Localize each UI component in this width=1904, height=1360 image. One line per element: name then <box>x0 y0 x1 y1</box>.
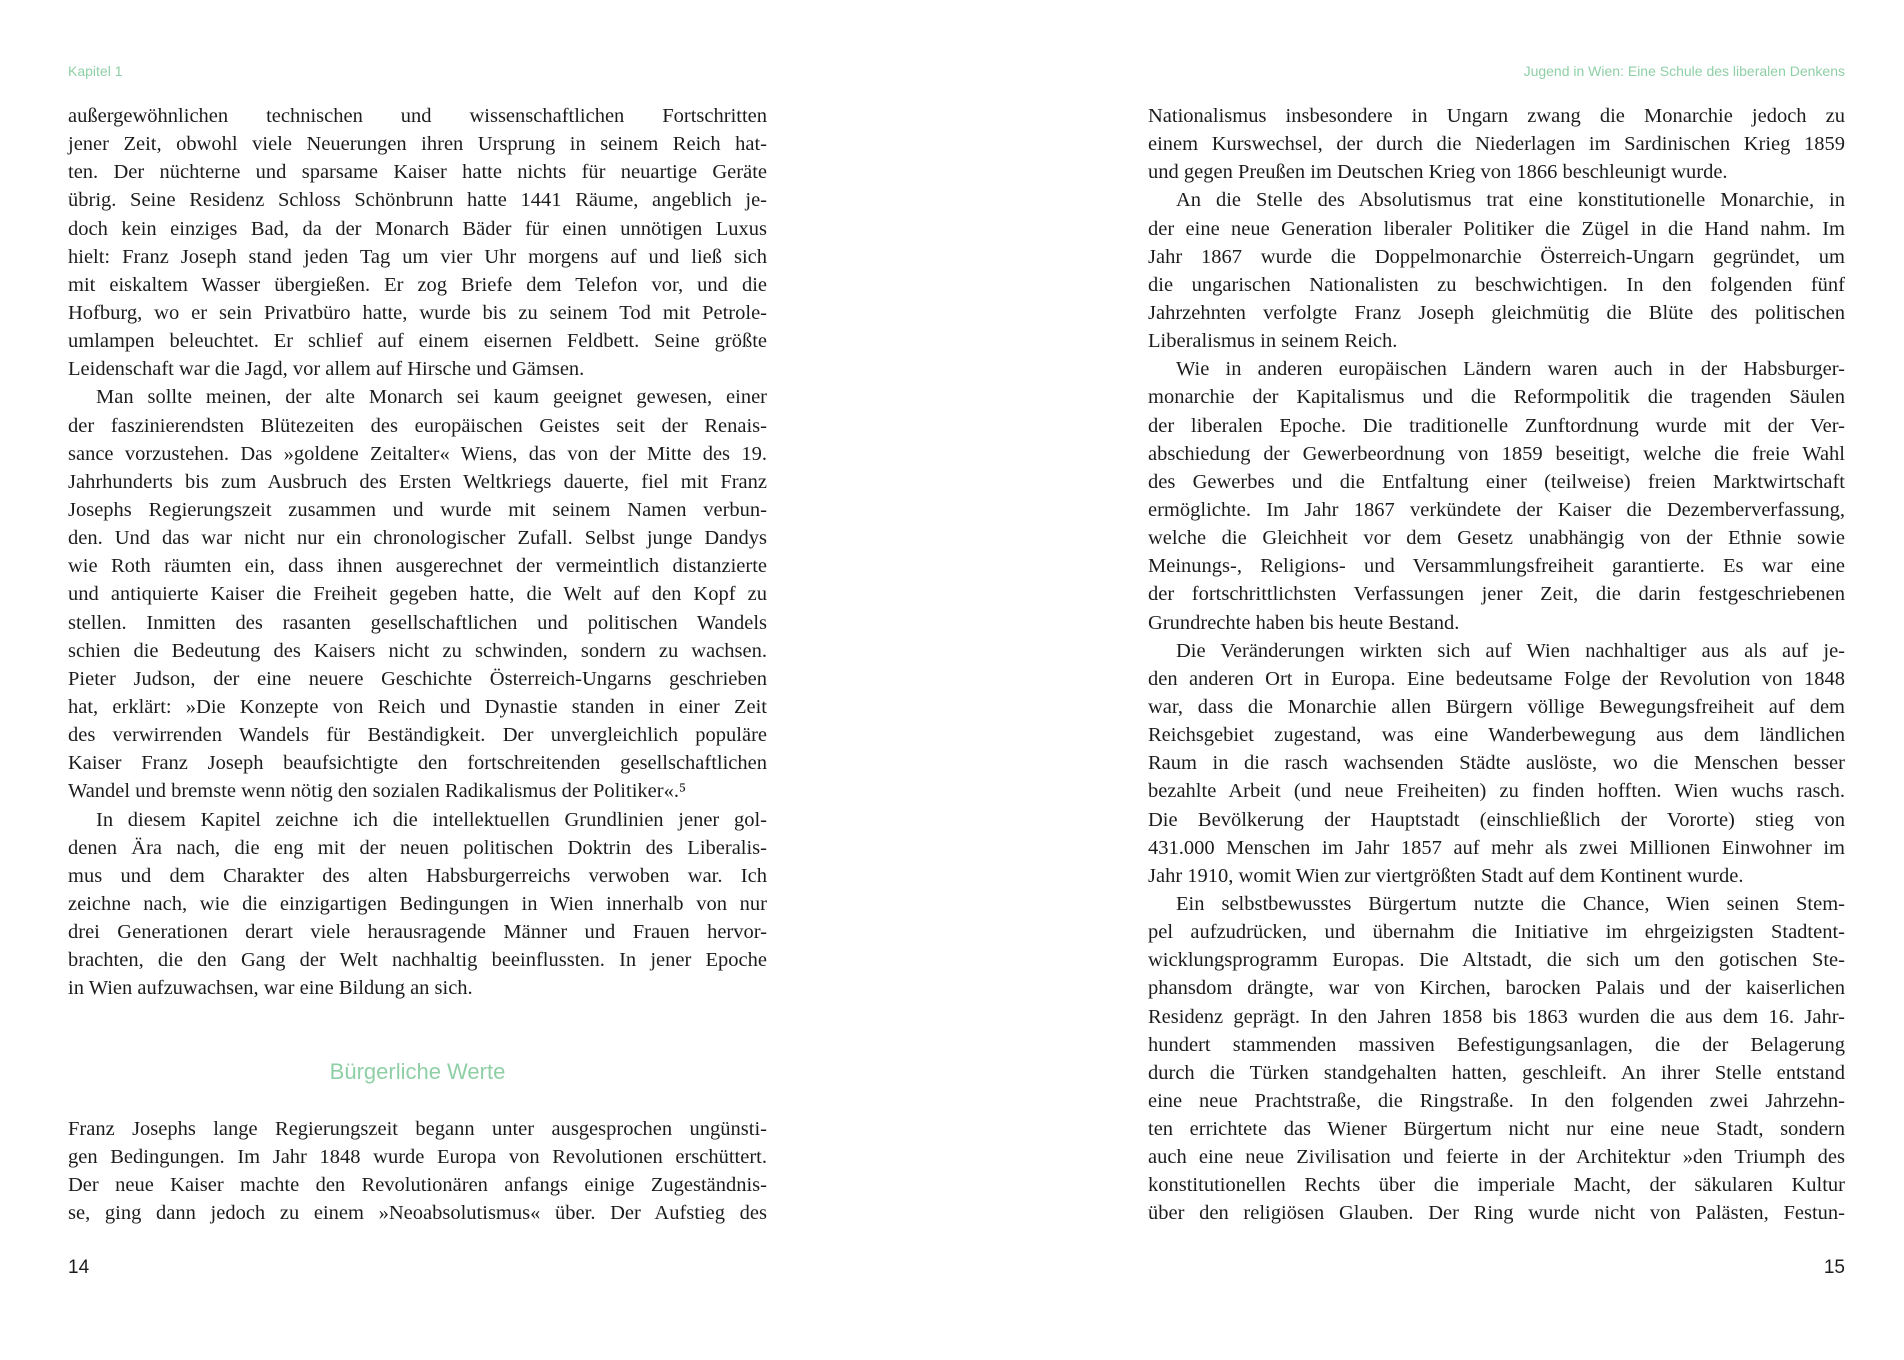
text-line: hundert stammenden massiven Befestigungsanlagen, die der Belagerung <box>1148 1033 1845 1056</box>
page-number-left: 14 <box>68 1257 90 1278</box>
left-body-before-heading <box>68 102 767 1003</box>
text-line: Jahr 1910, womit Wien zur viertgrößten Stadt auf dem Kontinent wurde. <box>1148 864 1744 887</box>
text-line: monarchie der Kapitalismus und die Reformpolitik die tragenden Säulen <box>1148 386 1845 409</box>
paragraph <box>1148 102 1845 186</box>
text-line: auch eine neue Zivilisation und feierte in der Architektur »den Triumph des <box>1148 1146 1845 1169</box>
paragraph <box>68 383 767 805</box>
text-line: und gegen Preußen im Deutschen Krieg von 1866 beschleunigt wurde. <box>1148 161 1728 184</box>
text-line: Residenz geprägt. In den Jahren 1858 bis 1863 wurden die aus dem 16. Jahr- <box>1148 1005 1845 1028</box>
text-line: in Wien aufzuwachsen, war eine Bildung an sich. <box>68 977 473 1000</box>
text-line: Jahrhunderts bis zum Ausbruch des Ersten Weltkriegs dauerte, fiel mit Franz <box>68 470 767 493</box>
text-line: Man sollte meinen, der alte Monarch sei kaum geeignet gewesen, einer <box>96 386 767 409</box>
text-line: Hofburg, wo er sein Privatbüro hatte, wurde bis zu seinem Tod mit Petrole- <box>68 301 767 324</box>
text-line: mus und dem Charakter des alten Habsburgerreichs verwoben war. Ich <box>68 864 767 887</box>
paragraph <box>1148 355 1845 636</box>
text-line: stellen. Inmitten des rasanten gesellschaftlichen und politischen Wandels <box>68 611 767 634</box>
text-line: Josephs Regierungszeit zusammen und wurde mit seinem Namen verbun- <box>68 498 767 521</box>
text-line: einem Kurswechsel, der durch die Niederlagen im Sardinischen Krieg 1859 <box>1148 133 1845 156</box>
paragraph <box>68 1115 767 1228</box>
text-line: Leidenschaft war die Jagd, vor allem auf Hirsche und Gämsen. <box>68 358 585 381</box>
text-line: welche die Gleichheit vor dem Gesetz unabhängig von der Ethnie sowie <box>1148 527 1845 550</box>
text-line: zeichne nach, wie die einzigartigen Bedingungen in Wien innerhalb von nur <box>68 892 767 915</box>
left-page-body <box>68 102 767 1227</box>
text-line: war, dass die Monarchie allen Bürgern völlige Bewegungsfreiheit auf dem <box>1148 695 1845 718</box>
text-line: konstitutionellen Rechts über die imperiale Macht, der säkularen Kultur <box>1148 1174 1845 1197</box>
text-line: der fortschrittlichsten Verfassungen jener Zeit, die darin festgeschriebenen <box>1148 583 1845 606</box>
text-line: 431.000 Menschen im Jahr 1857 auf mehr als zwei Millionen Einwohner im <box>1148 836 1845 859</box>
text-line: se, ging dann jedoch zu einem »Neoabsolutismus« über. Der Aufstieg des <box>68 1201 767 1224</box>
text-line: Die Veränderungen wirkten sich auf Wien nachhaltiger aus als auf je- <box>1176 639 1845 662</box>
text-line: durch die Türken standgehalten hatten, geschleift. An ihrer Stelle entstand <box>1148 1061 1845 1084</box>
text-line: ten errichtete das Wiener Bürgertum nicht nur eine neue Stadt, sondern <box>1148 1118 1845 1141</box>
section-heading: Bürgerliche Werte <box>329 1058 506 1084</box>
text-line: den. Und das war nicht nur ein chronologischer Zufall. Selbst junge Dandys <box>68 527 767 550</box>
paragraph <box>1148 637 1845 890</box>
paragraph <box>1148 186 1845 355</box>
text-line: doch kein einziges Bad, da der Monarch Bäder für einen unnötigen Luxus <box>68 217 767 240</box>
text-line: mit eiskaltem Wasser übergießen. Er zog Briefe dem Telefon vor, und die <box>68 273 767 296</box>
text-line: wicklungsprogramm Europas. Die Altstadt, die sich um den gotischen Ste- <box>1148 949 1845 972</box>
running-head-chapter: Kapitel 1 <box>68 63 123 79</box>
text-line: Nationalismus insbesondere in Ungarn zwang die Monarchie jedoch zu <box>1148 105 1845 127</box>
text-line: Raum in die rasch wachsenden Städte auslöste, wo die Menschen besser <box>1148 752 1845 775</box>
text-line: hat, erklärt: »Die Konzepte von Reich und Dynastie standen in einer Zeit <box>68 695 767 718</box>
text-line: An die Stelle des Absolutismus trat eine konstitutionelle Monarchie, in <box>1176 189 1845 212</box>
text-line: brachten, die den Gang der Welt nachhaltig beeinflussten. In jener Epoche <box>68 949 767 972</box>
text-line: Die Bevölkerung der Hauptstadt (einschließlich der Vororte) stieg von <box>1148 808 1845 831</box>
text-line: die ungarischen Nationalisten zu beschwichtigen. In den folgenden fünf <box>1148 273 1845 296</box>
text-line: Pieter Judson, der eine neuere Geschichte Österreich-Ungarns geschrieben <box>68 667 767 690</box>
text-line: bezahlte Arbeit (und neue Freiheiten) zu finden hofften. Wien wuchs rasch. <box>1148 780 1845 803</box>
page-number-right: 15 <box>1823 1257 1845 1278</box>
text-line: ten. Der nüchterne und sparsame Kaiser hatte nichts für neuartige Geräte <box>68 161 767 184</box>
text-line: Franz Josephs lange Regierungszeit begann unter ausgesprochen ungünsti- <box>68 1117 767 1140</box>
text-line: ermöglichte. Im Jahr 1867 verkündete der Kaiser die Dezemberverfassung, <box>1148 498 1845 521</box>
text-line: Wie in anderen europäischen Ländern waren auch in der Habsburger- <box>1176 358 1845 381</box>
left-body-after-heading <box>68 1115 767 1228</box>
text-line: wie Roth räumten ein, dass ihnen ausgerechnet der vermeintlich distanzierte <box>68 555 767 578</box>
running-head-title: Jugend in Wien: Eine Schule des liberalen Denkens <box>1523 63 1845 79</box>
text-line: Jahr 1867 wurde die Doppelmonarchie Österreich-Ungarn gegründet, um <box>1148 245 1845 268</box>
text-line: der eine neue Generation liberaler Politiker die Zügel in die Hand nahm. Im <box>1148 217 1845 240</box>
text-line: sance vorzustehen. Das »goldene Zeitalter« Wiens, das von der Mitte des 19. <box>68 442 767 465</box>
text-line: Reichsgebiet zugestand, was eine Wanderbewegung aus dem ländlichen <box>1148 724 1845 747</box>
text-line: hielt: Franz Joseph stand jeden Tag um vier Uhr morgens auf und ließ sich <box>68 245 767 268</box>
text-line: phansdom drängte, war von Kirchen, barocken Palais und der kaiserlichen <box>1148 977 1845 1000</box>
text-line: Jahrzehnten verfolgte Franz Joseph gleichmütig die Blüte des politischen <box>1148 301 1845 324</box>
text-line: übrig. Seine Residenz Schloss Schönbrunn hatte 1441 Räume, angeblich je- <box>68 189 767 212</box>
right-body <box>1148 102 1845 1228</box>
text-line: In diesem Kapitel zeichne ich die intellektuellen Grundlinien jener gol- <box>96 808 767 831</box>
text-line: und antiquierte Kaiser die Freiheit gegeben hatte, die Welt auf den Kopf zu <box>68 583 767 606</box>
text-line: pel aufzudrücken, und übernahm die Initiative im ehrgeizigsten Stadtent- <box>1148 921 1845 944</box>
text-line: gen Bedingungen. Im Jahr 1848 wurde Europa von Revolutionen erschüttert. <box>68 1145 767 1168</box>
paragraph <box>1148 890 1845 1228</box>
text-line: Ein selbstbewusstes Bürgertum nutzte die Chance, Wien seinen Stem- <box>1176 892 1845 915</box>
text-line: schien die Bedeutung des Kaisers nicht zu schwinden, sondern zu wachsen. <box>68 639 767 662</box>
text-line: eine neue Prachtstraße, die Ringstraße. In den folgenden zwei Jahrzehn- <box>1148 1089 1845 1112</box>
text-line: des verwirrenden Wandels für Beständigkeit. Der unvergleichlich populäre <box>68 724 767 747</box>
paragraph <box>68 102 767 383</box>
text-line: Der neue Kaiser machte den Revolutionären anfangs einige Zugeständnis- <box>68 1173 767 1196</box>
text-line: den anderen Ort in Europa. Eine bedeutsame Folge der Revolution von 1848 <box>1148 667 1845 690</box>
text-line: Wandel und bremste wenn nötig den sozialen Radikalismus der Politiker«.⁵ <box>68 780 687 803</box>
text-line: außergewöhnlichen technischen und wissenschaftlichen Fortschritten <box>68 105 767 127</box>
right-page-body <box>1148 102 1845 1228</box>
text-line: denen Ära nach, die eng mit der neuen politischen Doktrin des Liberalis- <box>68 836 767 859</box>
text-line: Grundrechte haben bis heute Bestand. <box>1148 611 1460 634</box>
text-line: drei Generationen derart viele herausragende Männer und Frauen hervor- <box>68 921 767 944</box>
text-line: Liberalismus in seinem Reich. <box>1148 330 1398 353</box>
text-line: Kaiser Franz Joseph beaufsichtigte den fortschreitenden gesellschaftlichen <box>68 752 767 775</box>
text-line: der liberalen Epoche. Die traditionelle Zunftordnung wurde mit der Ver- <box>1148 414 1845 437</box>
text-line: umlampen beleuchtet. Er schlief auf einem eisernen Feldbett. Seine größte <box>68 330 767 353</box>
paragraph <box>68 806 767 1003</box>
text-line: über den religiösen Glauben. Der Ring wurde nicht von Palästen, Festun- <box>1148 1202 1845 1225</box>
text-line: des Gewerbes und die Entfaltung einer (teilweise) freien Marktwirtschaft <box>1148 470 1845 493</box>
text-line: jener Zeit, obwohl viele Neuerungen ihren Ursprung in seinem Reich hat- <box>68 133 767 156</box>
text-line: Meinungs-, Religions- und Versammlungsfreiheit garantierte. Es war eine <box>1148 555 1845 578</box>
text-line: abschiedung der Gewerbeordnung von 1859 beseitigt, welche die freie Wahl <box>1148 442 1845 465</box>
text-line: der faszinierendsten Blütezeiten des europäischen Geistes seit der Renais- <box>68 414 767 437</box>
